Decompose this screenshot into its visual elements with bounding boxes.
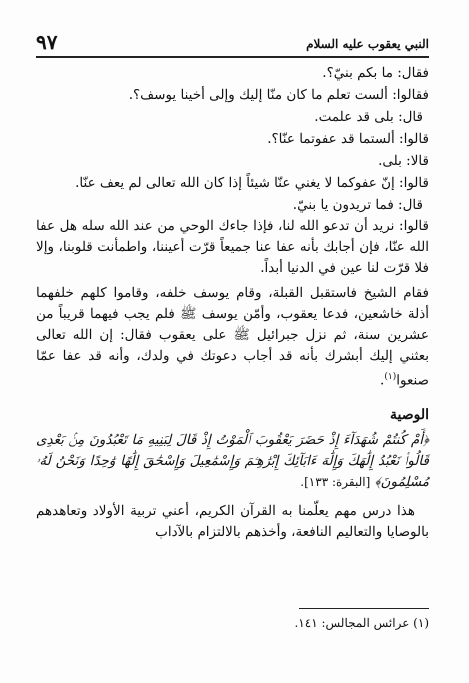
dialogue-line: قالا: بلى. xyxy=(378,153,429,169)
paragraph-prayer xyxy=(36,283,429,392)
paragraph-prayer-end: . xyxy=(380,372,385,389)
footnote: (١) عرائس المجالس: ١٤١. xyxy=(294,616,429,630)
footnote-marker: (١) xyxy=(384,372,397,382)
quran-verse-text: ﴿أَمْ كُنتُمْ شُهَدَآءَ إِذْ حَضَرَ يَعْقُوبَ ٱلْمَوْتُ إِذْ قَالَ لِبَنِيهِ مَا تَعْبُدُونَ مِنۢ بَعْدِى قَالُوا۟ نَعْبُدُ إِلَٰهَكَ وَإِلَٰهَ ءَابَآئِكَ إِبْرَٰهِـۧمَ وَإِسْمَٰعِيلَ وَإِسْحَٰقَ إِلَٰهًا وَٰحِدًا وَنَحْنُ لَهُۥ مُسْلِمُونَ﴾ xyxy=(36,431,429,490)
quran-verse xyxy=(36,430,429,493)
page-body xyxy=(36,62,429,543)
page-header xyxy=(36,26,429,58)
running-title: النبي يعقوب عليه السلام xyxy=(306,37,429,51)
quran-reference: [البقرة: ١٣٣]. xyxy=(300,474,371,489)
dialogue-line: قال: فما تريدون يا بنيّ. xyxy=(292,197,423,213)
dialogue-line: فقال: ما بكم بنيّ؟. xyxy=(322,65,429,81)
dialogue-line: قالوا: ألستما قد عفوتما عنّا؟. xyxy=(267,131,429,147)
dialogue-line: فقالوا: ألست تعلم ما كان منّا إليك وإلى أخينا يوسف؟. xyxy=(128,87,429,103)
dialogue-line: قال: بلى قد علمت. xyxy=(314,109,423,125)
page-number: ٩٧ xyxy=(36,30,58,54)
closing-paragraph: هذا درس مهم يعلّمنا به القرآن الكريم، أعني تربية الأولاد وتعاهدهم بالوصايا والتعاليم النافعة، وأخذهم بالالتزام بالآداب xyxy=(36,502,429,540)
paragraph-prayer-text: فقام الشيخ فاستقبل القبلة، وقام يوسف خلفه، وقاموا كلهم خلفهما أذلة خاشعين، فدعا يعقوب، وأمّن يوسف ﷺ فلم يجب فيهما قريباً من عشرين سنة، ثم نزل جبرائيل ﷺ على يعقوب فقال: إن الله تعالى بعثني إليك أبشرك بأنه قد أجاب دعوتك في ولدك، وأنه قد عفا عمّا صنعوا xyxy=(36,285,429,389)
dialogue-line: قالوا: إنّ عفوكما لا يغني عنّا شيئاً إذا كان الله تعالى لم يعف عنّا. xyxy=(75,175,429,191)
footnote-divider xyxy=(299,608,429,609)
section-heading: الوصية xyxy=(389,406,429,423)
narrative-text xyxy=(36,216,429,392)
paragraph-request: قالوا: نريد أن تدعو الله لنا، فإذا جاءك الوحي من عند الله سله هل عفا الله عنّا، فإن أجابك بأنه عفا عنا جميعاً قرّت أعيننا، واطمأنت قلوبنا، وإلا فلا قرّت لنا عين في الدنيا أبداً. xyxy=(36,218,429,276)
dialogue-block xyxy=(36,62,429,216)
